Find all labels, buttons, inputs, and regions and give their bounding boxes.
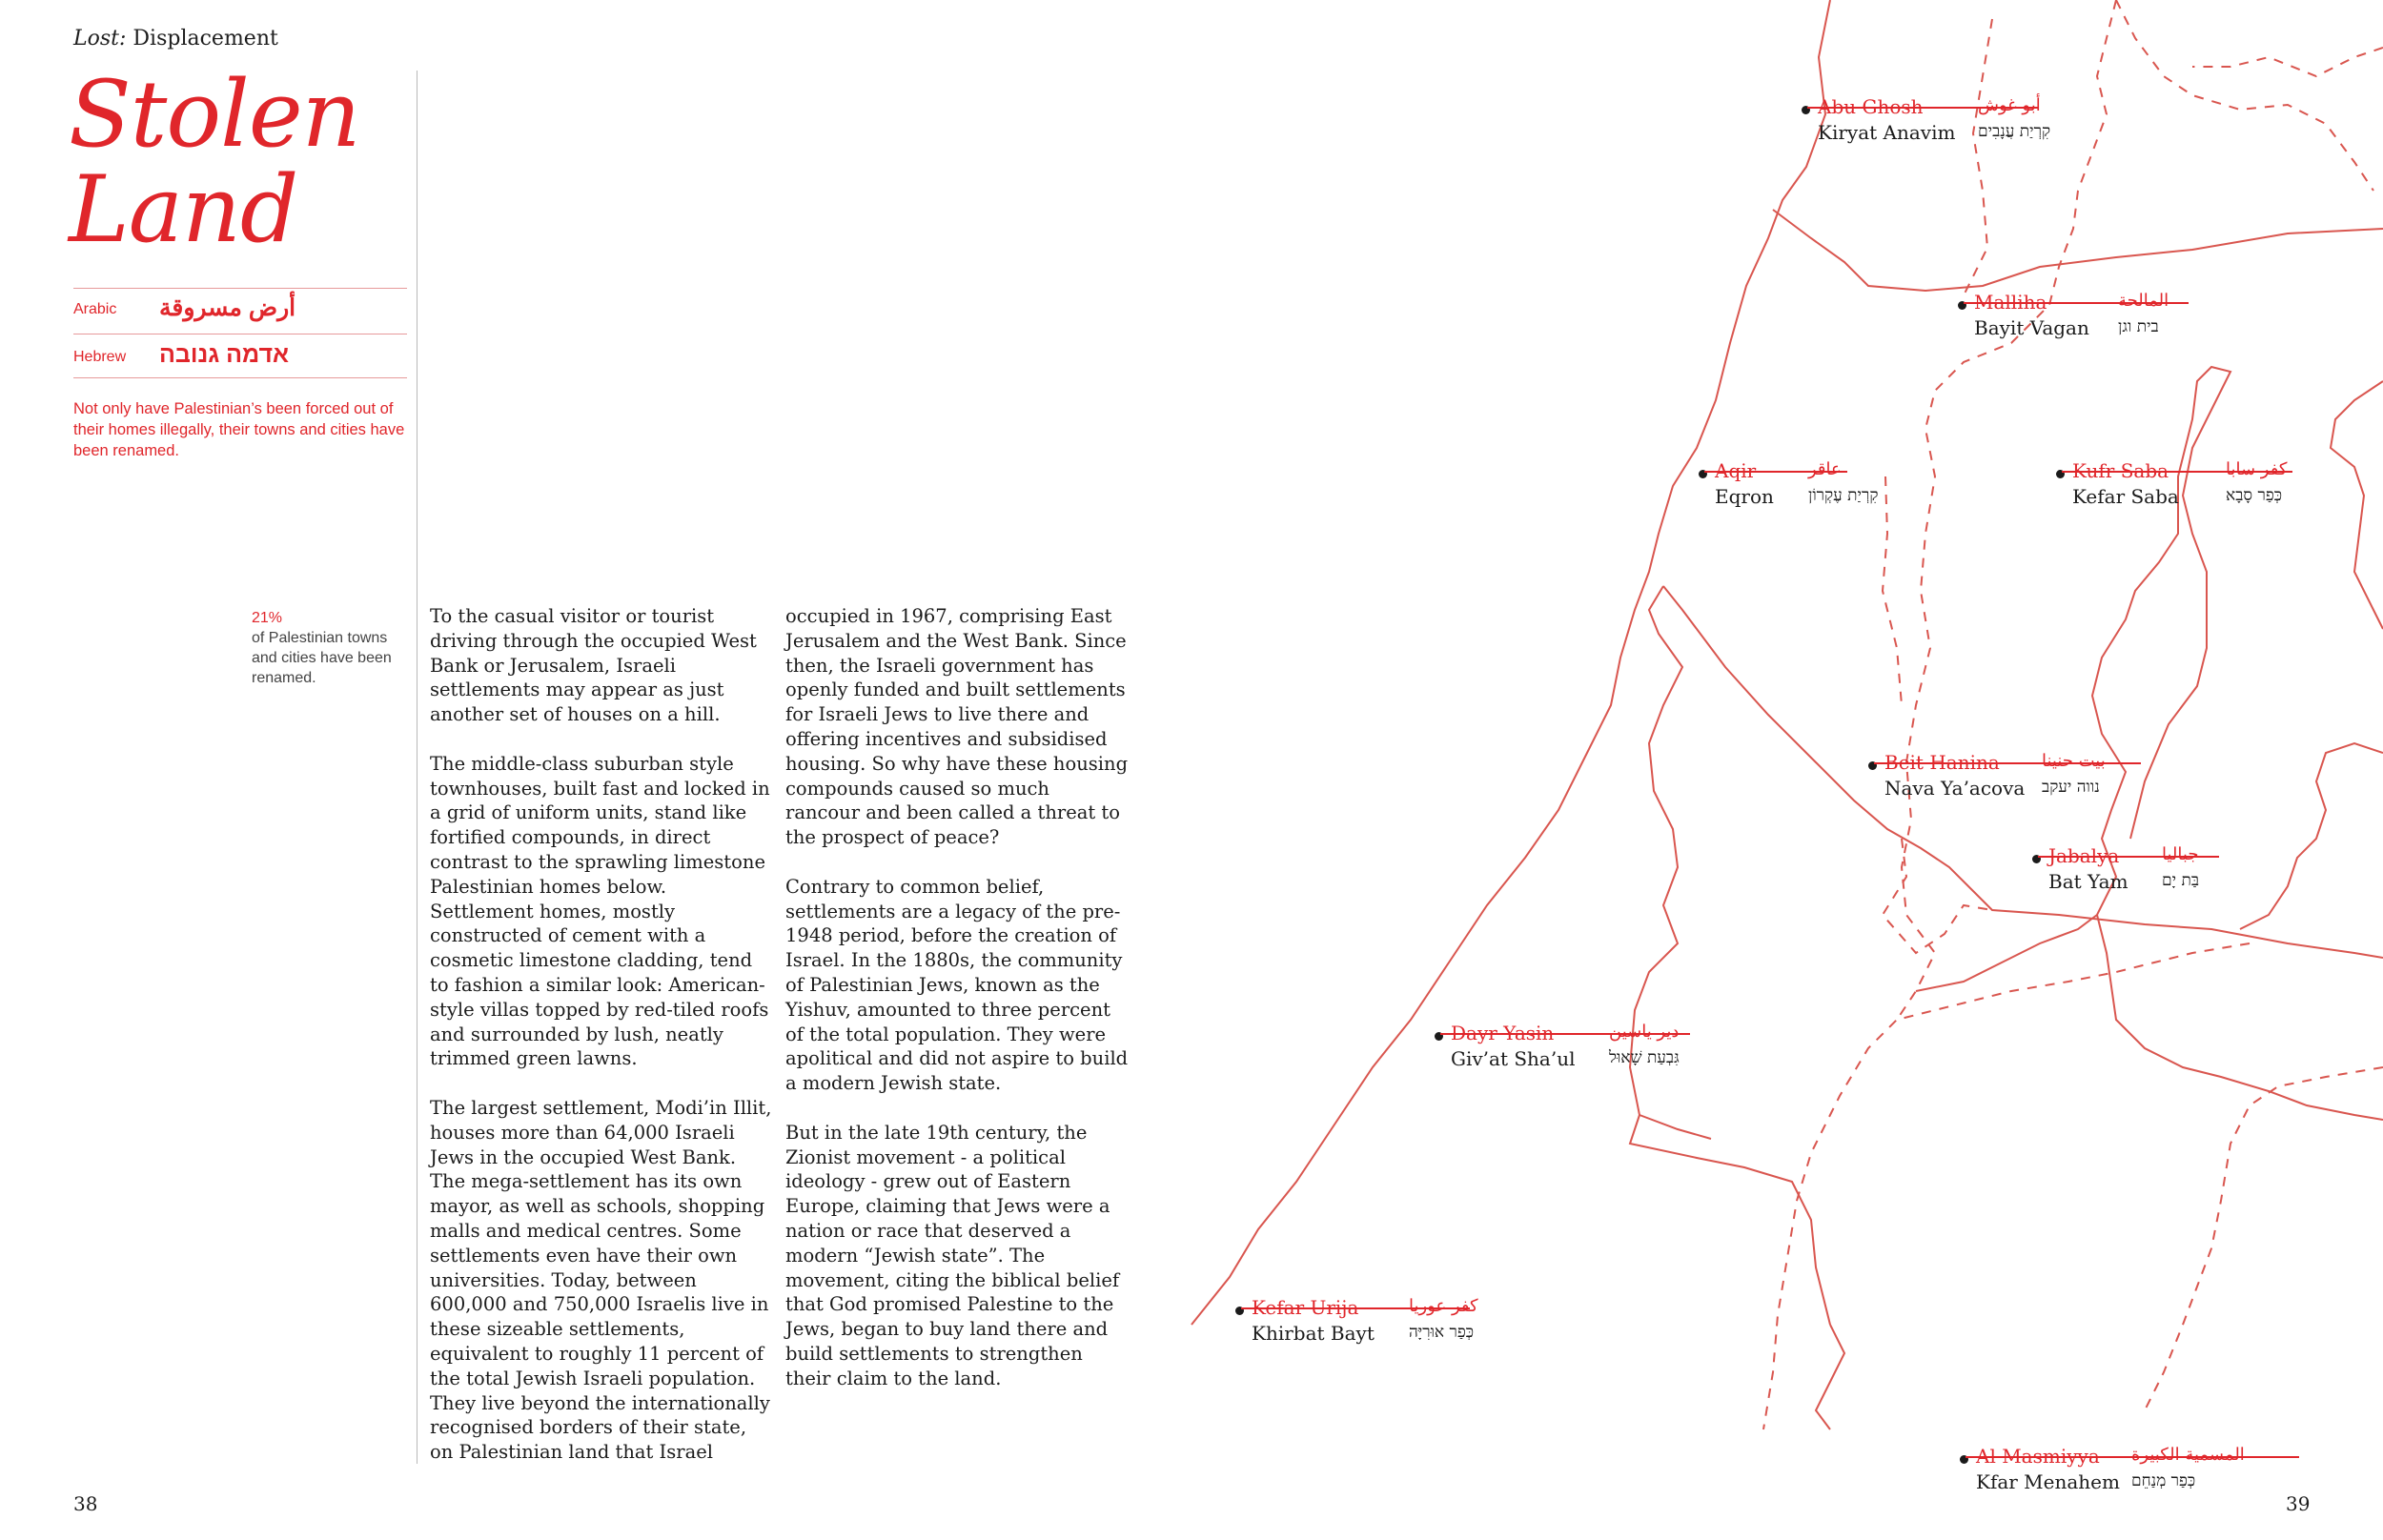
place-new-name-hebrew: קִרְיַת עֶקְרוֹן [1808,486,1879,505]
place-new-name-hebrew: כְּפַר סָבָא [2226,486,2283,505]
place-new-name: Nava Ya’acova [1884,777,2026,800]
place-old-name-arabic: بيت حنينا [2042,751,2106,771]
place-old-name: Al Masmiyya [1976,1445,2100,1468]
place-new-name: Eqron [1715,485,1774,508]
place-new-name: Kiryat Anavim [1818,121,1956,144]
place-new-name: Kefar Saba [2072,485,2179,508]
place-old-name-arabic: كفر سابا [2226,459,2288,479]
stat-callout [252,608,414,688]
place-old-name: Dayr Yasin [1451,1022,1555,1044]
paragraph: Contrary to common belief, settlements are a legacy of the pre-1948 period, before the creation of Israel. In the 1880s, the community of Palestinian Jews, known as the Yishuv, amounted to three percent of the total population. They were apolitical and did not aspire to build a modern Jewish state. [785,875,1129,1095]
stat-value: 21% [252,610,283,626]
place-new-name-hebrew: נווה יעקב [2042,778,2100,797]
section-label-text: Displacement [126,27,278,51]
section-label-italic: Lost: [73,27,127,51]
place-old-name: Kufr Saba [2072,459,2169,482]
place-new-name-hebrew: גִּבְעַת שָׁאוּל [1609,1048,1680,1067]
place-old-name-arabic: أبو غوش [1978,95,2041,115]
place-new-name-hebrew: בית וגן [2118,317,2159,336]
place-old-name-arabic: المسمية الكبيرة [2131,1445,2245,1465]
place-old-name-arabic: المالحة [2118,291,2169,311]
place-old-name-arabic: عاقر [1808,459,1842,479]
page-number-left: 38 [73,1492,98,1515]
column-divider [417,71,418,1464]
place-new-name-hebrew: כְּפַר אוּרִיָּה [1409,1323,1475,1342]
place-new-name-hebrew: קִרְיַת עֲנָבִים [1978,122,2051,141]
place-new-name: Giv’at Sha’ul [1451,1047,1576,1070]
page-number-right: 39 [2286,1492,2311,1515]
translation-hebrew [73,337,407,379]
divider [73,377,407,378]
place-old-name: Aqir [1715,459,1757,482]
place-new-name: Bat Yam [2048,870,2128,893]
place-new-name-hebrew: בַּת יָם [2162,871,2200,890]
translation-value: أرض مسروقة [159,294,296,321]
stat-text: of Palestinian towns and cities have been renamed. [252,630,392,686]
translation-label: Arabic [73,301,117,317]
title-line-1: Stolen [69,61,360,168]
translation-label: Hebrew [73,349,127,365]
place-old-name: Abu Ghosh [1818,95,1924,118]
section-label [73,27,278,51]
paragraph: occupied in 1967, comprising East Jerusalem and the West Bank. Since then, the Israeli government has openly funded and built settlements for Israeli Jews to live there and offering incentives and subsidised housing. So why have these housing compounds caused so much rancour and been called a threat to the prospect of peace? [785,605,1129,849]
page-title [69,61,360,263]
place-old-name: Kefar Urija [1252,1296,1359,1319]
place-new-name: Bayit Vagan [1974,316,2089,339]
place-new-name-hebrew: כְּפַר מְנַחֵם [2131,1471,2196,1490]
place-new-name: Khirbat Bayt [1252,1322,1375,1345]
body-column-2 [785,604,1129,1415]
translation-value: אדמה גנובה [159,341,290,368]
translation-arabic [73,290,407,332]
place-old-name-arabic: جباليا [2162,844,2199,864]
map-dashed-borders [1763,0,2383,1429]
title-line-2: Land [69,156,298,263]
place-new-name: Kfar Menahem [1976,1470,2120,1493]
place-old-name: Jabalya [2048,844,2120,867]
paragraph: The largest settlement, Modi’in Illit, houses more than 64,000 Israeli Jews in the occupied West Bank. The mega-settlement has its own mayor, as well as schools, shopping malls and medical centres. Some settlements even have their own universities. Today, between 600,000 and 750,000 Israelis live in these sizeable settlements, equivalent to roughly 11 percent of the total Jewish Israeli population. They live beyond the internationally recognised borders of their state, on Palestinian land that Israel [430,1096,772,1464]
paragraph: The middle-class suburban style townhouses, built fast and locked in a grid of uniform units, stand like fortified compounds, in direct contrast to the sprawling limestone Palestinian homes below. Settlement homes, mostly constructed of cement with a cosmetic limestone cladding, tend to fashion a similar look: American-style villas topped by red-tiled roofs and surrounded by lush, neatly trimmed green lawns. [430,752,770,1070]
map-borders [1192,0,2383,1429]
place-old-name-arabic: دير ياسين [1609,1022,1680,1042]
place-old-name-arabic: كفر عوريا [1409,1296,1478,1316]
paragraph: To the casual visitor or tourist driving through the occupied West Bank or Jerusalem, Israeli settlements may appear as just another set of houses on a hill. [430,605,757,726]
divider [73,288,407,289]
place-old-name: Beit Hanina [1884,751,2000,774]
paragraph: But in the late 19th century, the Zionist movement - a political ideology - grew out of Eastern Europe, claiming that Jews were a nation or race that deserved a modern “Jewish state”. The movement, citing the biblical belief that God promised Palestine to the Jews, began to buy land there and build settlements to strengthen their claim to the land. [785,1121,1120,1389]
body-column-1 [430,604,773,1489]
place-old-name: Malliha [1974,291,2047,314]
intro-text: Not only have Palestinian’s been forced out of their homes illegally, their towns and cities have been renamed. [73,400,405,459]
